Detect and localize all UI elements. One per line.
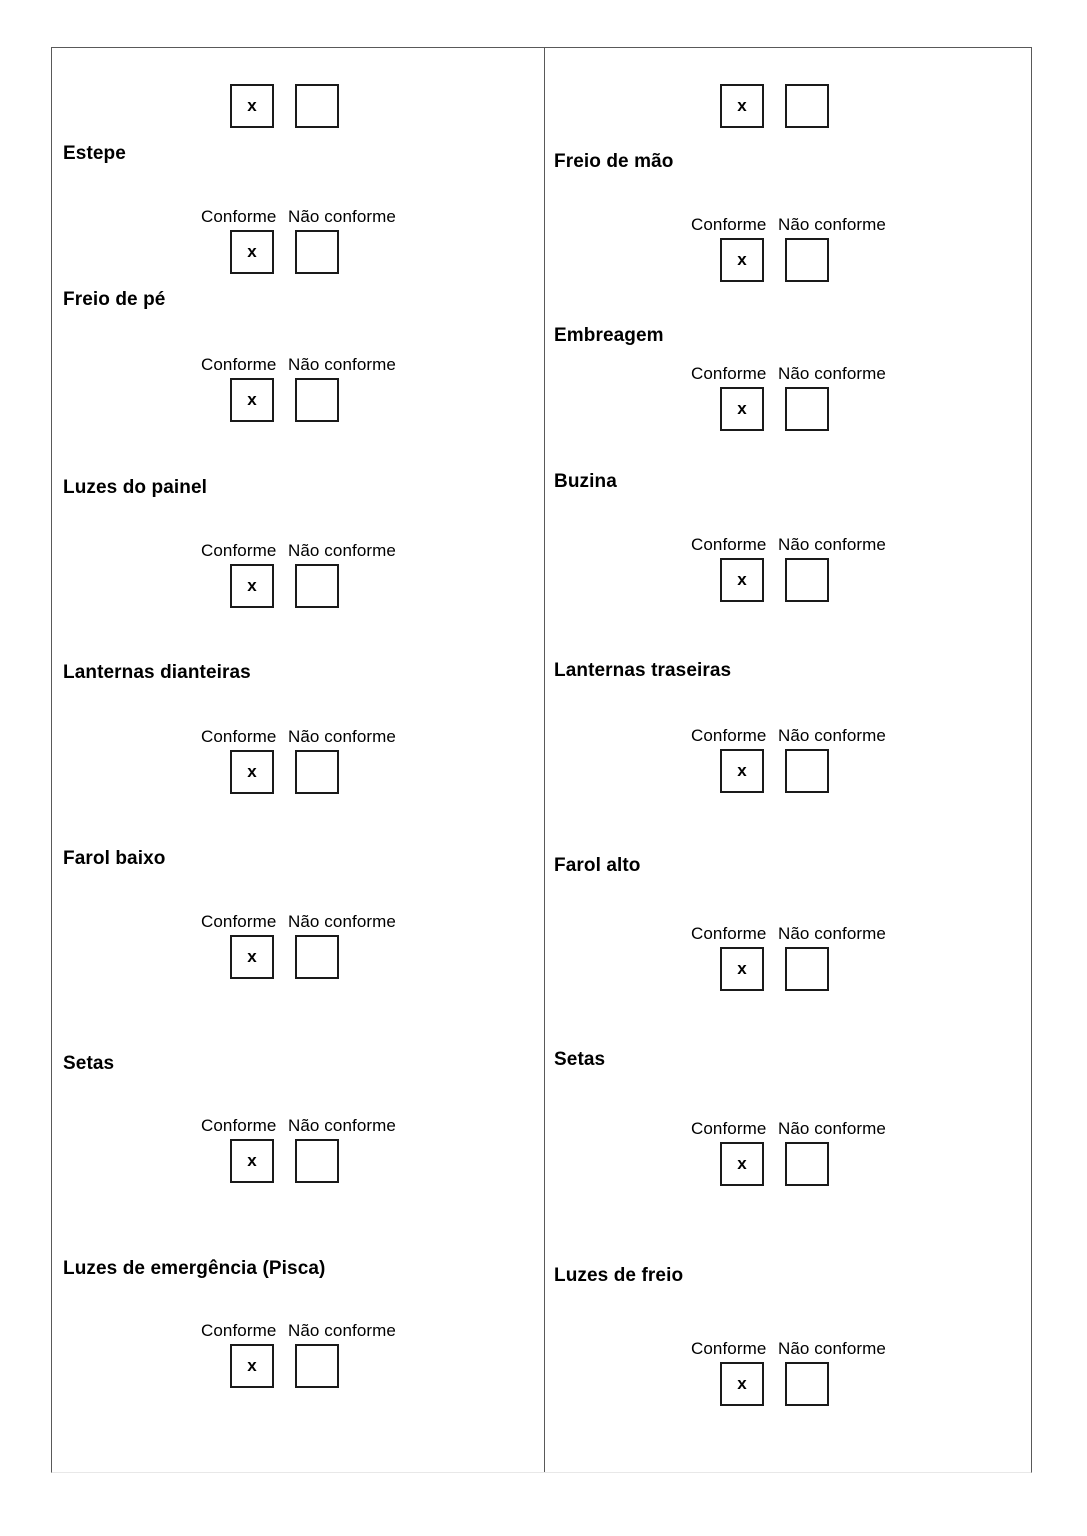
item-label-lanternas-traseiras: Lanternas traseiras — [554, 660, 732, 681]
nao-conforme-checkbox[interactable] — [295, 935, 339, 979]
nao-conforme-header-label: Não conforme — [288, 727, 396, 746]
item-label-lanternas-dianteiras: Lanternas dianteiras — [63, 662, 251, 683]
conforme-header-label: Conforme — [201, 207, 277, 226]
nao-conforme-header-label: Não conforme — [778, 364, 886, 383]
nao-conforme-header-label: Não conforme — [778, 726, 886, 745]
item-label-luzes-do-painel: Luzes do painel — [63, 477, 208, 498]
conforme-header-label: Conforme — [691, 726, 767, 745]
conforme-header-label: Conforme — [201, 355, 277, 374]
conforme-header-label: Conforme — [201, 727, 277, 746]
item-label-luzes-de-emergencia-pisca: Luzes de emergência (Pisca) — [63, 1258, 326, 1279]
nao-conforme-checkbox[interactable] — [295, 750, 339, 794]
item-label-luzes-de-freio: Luzes de freio — [554, 1265, 684, 1286]
conforme-checkbox[interactable]: x — [230, 750, 274, 794]
nao-conforme-checkbox[interactable] — [785, 1142, 829, 1186]
nao-conforme-checkbox[interactable] — [785, 947, 829, 991]
conforme-checkbox[interactable]: x — [720, 238, 764, 282]
nao-conforme-checkbox[interactable] — [785, 1362, 829, 1406]
nao-conforme-header-label: Não conforme — [778, 535, 886, 554]
conforme-checkbox[interactable]: x — [720, 947, 764, 991]
checklist-table — [51, 47, 1032, 1473]
conforme-checkbox[interactable]: x — [720, 558, 764, 602]
conforme-header-label: Conforme — [691, 215, 767, 234]
nao-conforme-header-label: Não conforme — [778, 1339, 886, 1358]
checklist-column-right — [545, 48, 1032, 1472]
nao-conforme-checkbox[interactable] — [295, 378, 339, 422]
item-label-freio-de-mao: Freio de mão — [554, 151, 674, 172]
checklist-column-left — [52, 48, 544, 1472]
item-label-freio-de-pe: Freio de pé — [63, 289, 166, 310]
conforme-header-label: Conforme — [691, 1339, 767, 1358]
nao-conforme-checkbox[interactable] — [295, 230, 339, 274]
item-label-farol-baixo: Farol baixo — [63, 848, 166, 869]
nao-conforme-header-label: Não conforme — [288, 541, 396, 560]
nao-conforme-header-label: Não conforme — [778, 924, 886, 943]
item-label-setas: Setas — [63, 1053, 115, 1074]
nao-conforme-checkbox[interactable] — [785, 238, 829, 282]
conforme-header-label: Conforme — [691, 924, 767, 943]
conforme-checkbox[interactable]: x — [230, 230, 274, 274]
nao-conforme-checkbox[interactable] — [295, 564, 339, 608]
nao-conforme-checkbox[interactable] — [785, 84, 829, 128]
item-label-estepe: Estepe — [63, 143, 126, 164]
conforme-header-label: Conforme — [691, 364, 767, 383]
conforme-header-label: Conforme — [201, 1116, 277, 1135]
nao-conforme-header-label: Não conforme — [288, 1116, 396, 1135]
nao-conforme-checkbox[interactable] — [295, 1139, 339, 1183]
conforme-checkbox[interactable]: x — [230, 84, 274, 128]
conforme-header-label: Conforme — [691, 1119, 767, 1138]
nao-conforme-header-label: Não conforme — [288, 207, 396, 226]
conforme-checkbox[interactable]: x — [720, 84, 764, 128]
nao-conforme-checkbox[interactable] — [785, 749, 829, 793]
conforme-header-label: Conforme — [201, 912, 277, 931]
nao-conforme-checkbox[interactable] — [785, 558, 829, 602]
nao-conforme-header-label: Não conforme — [778, 215, 886, 234]
nao-conforme-checkbox[interactable] — [295, 1344, 339, 1388]
conforme-checkbox[interactable]: x — [720, 387, 764, 431]
conforme-checkbox[interactable]: x — [720, 749, 764, 793]
nao-conforme-header-label: Não conforme — [288, 1321, 396, 1340]
conforme-checkbox[interactable]: x — [720, 1142, 764, 1186]
nao-conforme-header-label: Não conforme — [288, 355, 396, 374]
item-label-setas: Setas — [554, 1049, 606, 1070]
item-label-farol-alto: Farol alto — [554, 855, 641, 876]
conforme-header-label: Conforme — [201, 1321, 277, 1340]
conforme-header-label: Conforme — [201, 541, 277, 560]
conforme-header-label: Conforme — [691, 535, 767, 554]
item-label-buzina: Buzina — [554, 471, 617, 492]
conforme-checkbox[interactable]: x — [230, 1344, 274, 1388]
nao-conforme-header-label: Não conforme — [778, 1119, 886, 1138]
conforme-checkbox[interactable]: x — [720, 1362, 764, 1406]
conforme-checkbox[interactable]: x — [230, 378, 274, 422]
conforme-checkbox[interactable]: x — [230, 1139, 274, 1183]
nao-conforme-checkbox[interactable] — [295, 84, 339, 128]
conforme-checkbox[interactable]: x — [230, 564, 274, 608]
nao-conforme-checkbox[interactable] — [785, 387, 829, 431]
nao-conforme-header-label: Não conforme — [288, 912, 396, 931]
conforme-checkbox[interactable]: x — [230, 935, 274, 979]
item-label-embreagem: Embreagem — [554, 325, 664, 346]
